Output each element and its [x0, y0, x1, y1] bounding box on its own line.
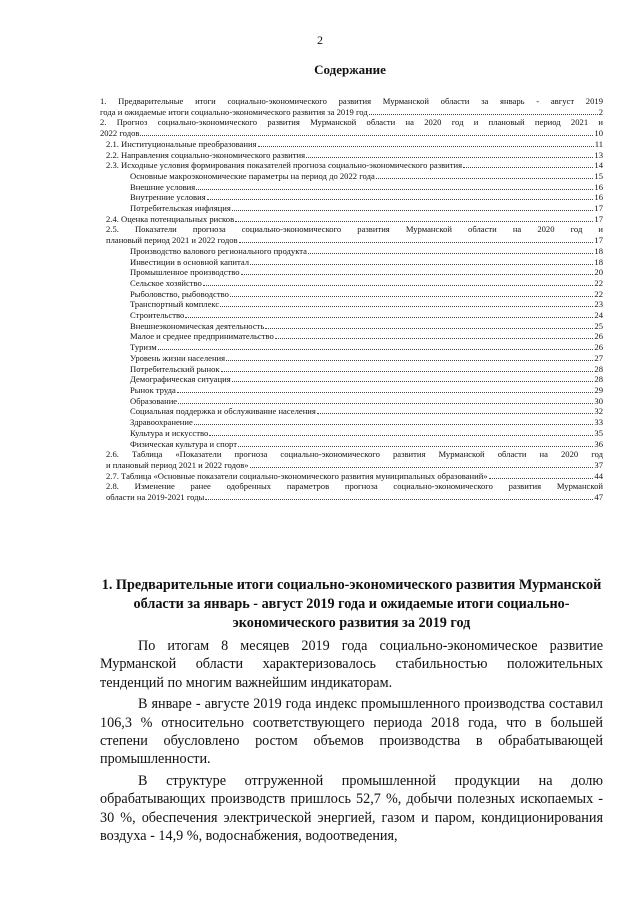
toc-entry-text: 2.8. Изменение ранее одобренных параметров прогноза социально-экономического развития Мурманской [106, 481, 603, 492]
toc-page-number: 26 [594, 342, 603, 353]
toc-page-number: 11 [594, 138, 603, 149]
toc-entry[interactable] [100, 342, 603, 353]
toc-entry-text: Демографическая ситуация [130, 374, 231, 385]
toc-page-number: 30 [594, 395, 603, 406]
toc-entry[interactable] [100, 331, 603, 342]
paragraph: В январе - августе 2019 года индекс промышленного производства составил 106,3 % относительно соответствующего периода 2018 года, что в большей степени обусловлено ростом объемов производства в обрабатывающей промышленности. [100, 696, 603, 768]
toc-leader-dots [306, 156, 593, 158]
body-text [100, 637, 603, 848]
toc-page-number: 22 [594, 288, 603, 299]
toc-entry-text: Малое и среднее предпринимательство [130, 331, 274, 342]
toc-page-number: 28 [594, 374, 603, 385]
toc-leader-dots [177, 391, 594, 393]
toc-entry-text: Социальная поддержка и обслуживание населения [130, 406, 316, 417]
toc-entry-text: Здравоохранение [130, 417, 193, 428]
toc-entry-text: 2.2. Направления социально-экономического развития [106, 149, 306, 160]
toc-leader-dots [250, 466, 594, 468]
toc-leader-dots [209, 434, 593, 436]
toc-entry-text: Туризм [130, 342, 157, 353]
toc-entry-text: Основные макроэкономические параметры на период до 2022 года [130, 170, 375, 181]
toc-entry-text: 2.7. Таблица «Основные показатели социально-экономического развития муниципальных образований» [106, 470, 488, 481]
toc-leader-dots [235, 220, 593, 222]
toc-entry[interactable] [100, 224, 603, 245]
toc-entry-text: Внешние условия [130, 181, 196, 192]
toc-entry-text: 1. Предварительные итоги социально-экономического развития Мурманской области за январь - август 2019 [100, 96, 603, 106]
toc-leader-dots [205, 498, 593, 500]
toc-leader-dots [241, 273, 594, 275]
toc-leader-dots [376, 177, 594, 179]
toc-leader-dots [220, 305, 593, 307]
toc-entry[interactable] [100, 449, 603, 470]
toc-page-number: 36 [594, 438, 603, 449]
toc-page-number: 26 [594, 331, 603, 342]
toc-entry-text-cont: плановый период 2021 и 2022 годов [106, 235, 238, 246]
toc-leader-dots [463, 166, 593, 168]
toc-entry[interactable] [100, 203, 603, 214]
table-of-contents [100, 96, 603, 503]
toc-page-number: 16 [594, 181, 603, 192]
toc-leader-dots [230, 295, 594, 297]
toc-entry-text: 2.5. Показатели прогноза социально-экономического развития Мурманской области на 2020 год и [106, 224, 603, 235]
toc-page-number: 18 [594, 245, 603, 256]
toc-entry-text: Внутренние условия [130, 192, 206, 203]
toc-page-number: 27 [594, 352, 603, 363]
toc-page-number: 47 [594, 492, 603, 503]
toc-entry[interactable] [100, 299, 603, 310]
toc-entry-text: Инвестиции в основной капитал [130, 256, 250, 267]
toc-page-number: 23 [594, 299, 603, 310]
toc-page-number: 24 [594, 310, 603, 321]
toc-entry-text: Внешнеэкономическая деятельность [130, 320, 265, 331]
toc-leader-dots [265, 327, 593, 329]
toc-entry[interactable] [100, 428, 603, 439]
toc-page-number: 28 [594, 363, 603, 374]
toc-entry[interactable] [100, 353, 603, 364]
toc-leader-dots [178, 402, 593, 404]
toc-entry-text: Сельское хозяйство [130, 277, 202, 288]
toc-entry-text: Культура и искусство [130, 427, 209, 438]
toc-entry-text: 2.1. Институциональные преобразования [106, 138, 257, 149]
toc-page-number: 17 [594, 203, 603, 214]
toc-page-number: 37 [594, 459, 603, 470]
toc-entry[interactable] [100, 471, 603, 482]
toc-entry[interactable] [100, 364, 603, 375]
toc-page-number: 44 [594, 470, 603, 481]
toc-entry[interactable] [100, 289, 603, 300]
toc-entry[interactable] [100, 182, 603, 193]
toc-entry[interactable] [100, 385, 603, 396]
toc-entry[interactable] [100, 396, 603, 407]
toc-entry-text: 2.6. Таблица «Показатели прогноза социально-экономического развития Мурманской области на 2020 год [106, 449, 603, 460]
toc-entry-text: 2. Прогноз социально-экономического развития Мурманской области на 2020 год и плановый период 2021 и [100, 117, 603, 128]
toc-page-number: 32 [594, 406, 603, 417]
toc-page-number: 17 [594, 235, 603, 246]
toc-entry[interactable] [100, 481, 603, 502]
toc-page-number: 15 [594, 170, 603, 181]
toc-entry[interactable] [100, 192, 603, 203]
toc-entry[interactable] [100, 439, 603, 450]
toc-entry[interactable] [100, 257, 603, 268]
toc-entry-text-cont: года и ожидаемые итоги социально-экономического развития за 2019 год [100, 106, 368, 117]
toc-entry[interactable] [100, 160, 603, 171]
toc-entry[interactable] [100, 321, 603, 332]
toc-entry-text: Уровень жизни населения [130, 352, 226, 363]
toc-leader-dots [258, 145, 594, 147]
toc-page-number: 10 [594, 128, 603, 139]
toc-page-number: 20 [594, 267, 603, 278]
toc-entry-text: Потребительский рынок [130, 363, 220, 374]
toc-entry-text: Образование [130, 395, 178, 406]
toc-leader-dots [185, 316, 593, 318]
section-heading: 1. Предварительные итоги социально-экономического развития Мурманской области за январь - август 2019 года и ожидаемые итоги социально-экономического развития за 2019 год [101, 577, 602, 631]
toc-page-number: 22 [594, 277, 603, 288]
toc-entry[interactable] [100, 267, 603, 278]
toc-leader-dots [221, 370, 594, 372]
toc-entry-text: Физическая культура и спорт [130, 438, 237, 449]
toc-page-number: 14 [594, 160, 603, 171]
toc-entry-text: 2.4. Оценка потенциальных рисков [106, 213, 235, 224]
toc-entry[interactable] [100, 417, 603, 428]
toc-leader-dots [140, 134, 593, 136]
toc-entry[interactable] [100, 117, 603, 138]
paragraph: По итогам 8 месяцев 2019 года социально-экономическое развитие Мурманской области характеризовалось стабильностью положительных тенденций по многим важнейшим индикаторам. [100, 638, 603, 691]
toc-entry-text-cont: области на 2019-2021 годы [106, 492, 205, 503]
toc-entry-text: Потребительская инфляция [130, 203, 231, 214]
toc-leader-dots [317, 412, 594, 414]
toc-leader-dots [275, 337, 594, 339]
toc-entry[interactable] [100, 150, 603, 161]
toc-entry[interactable] [100, 310, 603, 321]
page-number: 2 [317, 33, 323, 47]
toc-title: Содержание [314, 62, 386, 77]
toc-entry-text: Строительство [130, 310, 185, 321]
toc-entry[interactable] [100, 171, 603, 182]
toc-leader-dots [196, 188, 593, 190]
toc-page-number: 13 [594, 149, 603, 160]
toc-leader-dots [308, 252, 593, 254]
toc-entry[interactable] [100, 406, 603, 417]
toc-page-number: 16 [594, 192, 603, 203]
toc-page-number: 2 [598, 106, 603, 117]
toc-entry-text: Рынок труда [130, 384, 176, 395]
toc-entry-text: Рыболовство, рыбоводство [130, 288, 229, 299]
toc-entry[interactable] [100, 96, 603, 117]
toc-page-number: 29 [594, 384, 603, 395]
toc-leader-dots [158, 348, 594, 350]
toc-leader-dots [369, 113, 598, 115]
toc-entry[interactable] [100, 374, 603, 385]
toc-entry-text: Промышленное производство [130, 267, 240, 278]
toc-entry-text: Транспортный комплекс [130, 299, 220, 310]
toc-entry[interactable] [100, 246, 603, 257]
toc-leader-dots [203, 284, 594, 286]
toc-page-number: 35 [594, 427, 603, 438]
toc-entry[interactable] [100, 139, 603, 150]
toc-entry-text-cont: и плановый период 2021 и 2022 годов» [106, 459, 249, 470]
toc-entry-text: Производство валового регионального продукта [130, 245, 307, 256]
toc-leader-dots [250, 263, 593, 265]
toc-entry-text: 2.3. Исходные условия формирования показателей прогноза социально-экономического развития [106, 160, 463, 171]
toc-entry-text-cont: 2022 годов [100, 128, 140, 139]
toc-page-number: 25 [594, 320, 603, 331]
toc-leader-dots [226, 359, 593, 361]
toc-entry[interactable] [100, 214, 603, 225]
toc-page-number: 17 [594, 213, 603, 224]
toc-page-number: 18 [594, 256, 603, 267]
toc-leader-dots [489, 477, 594, 479]
toc-leader-dots [239, 241, 594, 243]
toc-leader-dots [238, 445, 593, 447]
toc-leader-dots [232, 209, 594, 211]
toc-leader-dots [207, 198, 594, 200]
paragraph: В структуре отгруженной промышленной продукции на долю обрабатывающих производств пришлось 52,7 %, добычи полезных ископаемых - 30 %, обеспечения электрической энергией, газом и паром, кондиционирования воздуха - 14,9 %, водоснабжения, водоотведения, [100, 772, 603, 845]
toc-leader-dots [194, 423, 594, 425]
toc-leader-dots [232, 380, 594, 382]
toc-entry[interactable] [100, 278, 603, 289]
toc-page-number: 33 [594, 417, 603, 428]
